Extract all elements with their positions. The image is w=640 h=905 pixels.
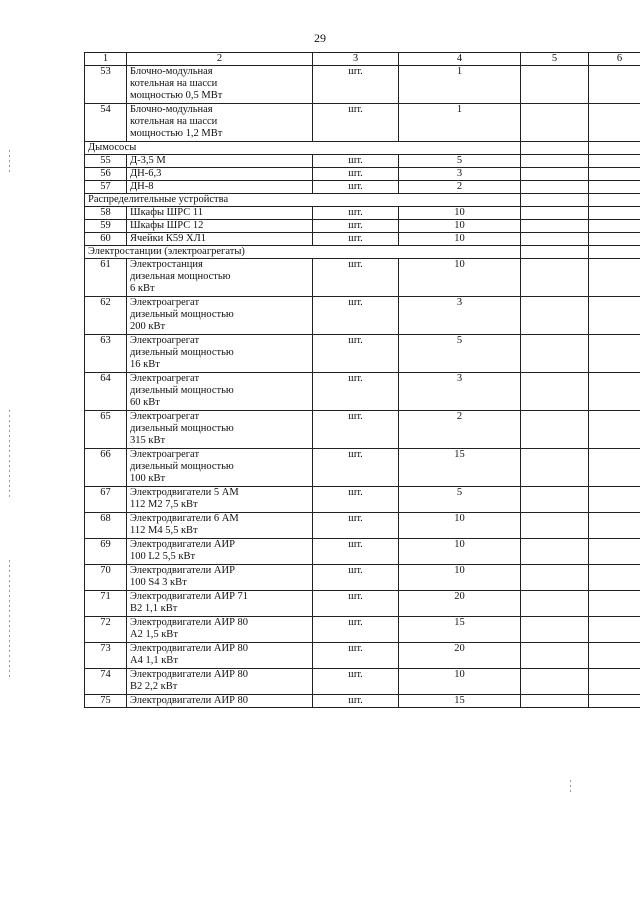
table-row (85, 411, 640, 449)
row-number: 57 (85, 181, 127, 194)
empty-cell-col-6 (589, 246, 640, 259)
section-row (85, 142, 640, 155)
item-unit: шт. (313, 259, 399, 297)
item-name: Электродвигатели АИР 71 В2 1,1 кВт (127, 591, 313, 617)
table-row (85, 220, 640, 233)
empty-cell-col-5 (521, 259, 589, 297)
row-number: 70 (85, 565, 127, 591)
empty-cell-col-6 (589, 233, 640, 246)
row-number: 65 (85, 411, 127, 449)
item-unit: шт. (313, 487, 399, 513)
empty-cell-col-6 (589, 220, 640, 233)
item-name: Д-3,5 М (127, 155, 313, 168)
empty-cell-col-6 (589, 565, 640, 591)
item-unit: шт. (313, 297, 399, 335)
item-name: ДН-8 (127, 181, 313, 194)
item-quantity: 20 (399, 643, 521, 669)
item-quantity: 10 (399, 669, 521, 695)
item-quantity: 10 (399, 233, 521, 246)
empty-cell-col-5 (521, 297, 589, 335)
item-quantity: 2 (399, 181, 521, 194)
section-title: Дымососы (85, 142, 521, 155)
item-unit: шт. (313, 373, 399, 411)
table-row (85, 513, 640, 539)
section-row (85, 246, 640, 259)
item-quantity: 5 (399, 335, 521, 373)
empty-cell-col-6 (589, 194, 640, 207)
item-name: Электродвигатели 6 АМ 112 М4 5,5 кВт (127, 513, 313, 539)
empty-cell-col-6 (589, 259, 640, 297)
item-name: Шкафы ШРС 11 (127, 207, 313, 220)
table-row (85, 449, 640, 487)
table-row (85, 155, 640, 168)
empty-cell-col-5 (521, 565, 589, 591)
item-quantity: 3 (399, 297, 521, 335)
item-unit: шт. (313, 643, 399, 669)
table-row (85, 643, 640, 669)
item-name: Электроагрегат дизельный мощностью 200 кВт (127, 297, 313, 335)
item-quantity: 1 (399, 66, 521, 104)
table-row (85, 487, 640, 513)
table-row (85, 617, 640, 643)
empty-cell-col-5 (521, 373, 589, 411)
item-quantity: 15 (399, 617, 521, 643)
row-number: 73 (85, 643, 127, 669)
empty-cell-col-6 (589, 168, 640, 181)
table-row (85, 591, 640, 617)
empty-cell-col-5 (521, 643, 589, 669)
empty-cell-col-5 (521, 487, 589, 513)
item-name: Ячейки К59 ХЛ1 (127, 233, 313, 246)
table-row (85, 297, 640, 335)
item-quantity: 10 (399, 220, 521, 233)
item-unit: шт. (313, 565, 399, 591)
section-title: Электростанции (электроагрегаты) (85, 246, 521, 259)
item-name: Электроагрегат дизельный мощностью 16 кВт (127, 335, 313, 373)
row-number: 60 (85, 233, 127, 246)
item-name: Блочно-модульная котельная на шасси мощностью 1,2 МВт (127, 104, 313, 142)
empty-cell-col-5 (521, 449, 589, 487)
item-unit: шт. (313, 207, 399, 220)
empty-cell-col-6 (589, 297, 640, 335)
row-number: 53 (85, 66, 127, 104)
table-header-row (85, 53, 640, 66)
table-row (85, 373, 640, 411)
item-quantity: 3 (399, 373, 521, 411)
item-name: Блочно-модульная котельная на шасси мощностью 0,5 МВт (127, 66, 313, 104)
item-quantity: 10 (399, 539, 521, 565)
item-unit: шт. (313, 669, 399, 695)
item-unit: шт. (313, 104, 399, 142)
section-row (85, 194, 640, 207)
empty-cell-col-6 (589, 411, 640, 449)
item-name: Электродвигатели АИР 100 S4 3 кВт (127, 565, 313, 591)
empty-cell-col-5 (521, 168, 589, 181)
item-unit: шт. (313, 155, 399, 168)
empty-cell-col-6 (589, 695, 640, 708)
item-name: Электроагрегат дизельный мощностью 100 кВт (127, 449, 313, 487)
item-unit: шт. (313, 591, 399, 617)
empty-cell-col-6 (589, 142, 640, 155)
item-name: Электродвигатели АИР 80 (127, 695, 313, 708)
empty-cell-col-6 (589, 335, 640, 373)
item-name: Электроагрегат дизельный мощностью 60 кВт (127, 373, 313, 411)
empty-cell-col-5 (521, 669, 589, 695)
header-col-4: 4 (399, 53, 521, 66)
table-row (85, 565, 640, 591)
table-row (85, 695, 640, 708)
item-quantity: 10 (399, 513, 521, 539)
row-number: 66 (85, 449, 127, 487)
item-name: Шкафы ШРС 12 (127, 220, 313, 233)
item-name: Электродвигатели АИР 100 L2 5,5 кВт (127, 539, 313, 565)
empty-cell-col-6 (589, 373, 640, 411)
row-number: 71 (85, 591, 127, 617)
item-name: Электродвигатели АИР 80 В2 2,2 кВт (127, 669, 313, 695)
empty-cell-col-5 (521, 194, 589, 207)
row-number: 74 (85, 669, 127, 695)
row-number: 67 (85, 487, 127, 513)
empty-cell-col-6 (589, 513, 640, 539)
item-quantity: 3 (399, 168, 521, 181)
empty-cell-col-6 (589, 539, 640, 565)
item-name: Электростанция дизельная мощностью 6 кВт (127, 259, 313, 297)
row-number: 61 (85, 259, 127, 297)
item-quantity: 10 (399, 259, 521, 297)
inventory-table-body (85, 53, 640, 708)
scan-mark (570, 780, 571, 792)
item-quantity: 1 (399, 104, 521, 142)
item-quantity: 20 (399, 591, 521, 617)
table-row (85, 259, 640, 297)
table-row (85, 207, 640, 220)
item-unit: шт. (313, 539, 399, 565)
empty-cell-col-6 (589, 669, 640, 695)
row-number: 56 (85, 168, 127, 181)
item-name: ДН-6,3 (127, 168, 313, 181)
header-col-3: 3 (313, 53, 399, 66)
scan-mark (9, 560, 10, 680)
item-unit: шт. (313, 233, 399, 246)
row-number: 68 (85, 513, 127, 539)
empty-cell-col-6 (589, 104, 640, 142)
item-name: Электроагрегат дизельный мощностью 315 кВт (127, 411, 313, 449)
item-quantity: 5 (399, 155, 521, 168)
empty-cell-col-5 (521, 539, 589, 565)
row-number: 63 (85, 335, 127, 373)
row-number: 58 (85, 207, 127, 220)
item-name: Электродвигатели АИР 80 А4 1,1 кВт (127, 643, 313, 669)
table-row (85, 335, 640, 373)
empty-cell-col-5 (521, 207, 589, 220)
empty-cell-col-5 (521, 513, 589, 539)
header-col-2: 2 (127, 53, 313, 66)
empty-cell-col-5 (521, 155, 589, 168)
row-number: 62 (85, 297, 127, 335)
empty-cell-col-6 (589, 643, 640, 669)
empty-cell-col-6 (589, 66, 640, 104)
empty-cell-col-6 (589, 617, 640, 643)
empty-cell-col-6 (589, 487, 640, 513)
row-number: 64 (85, 373, 127, 411)
section-title: Распределительные устройства (85, 194, 521, 207)
row-number: 75 (85, 695, 127, 708)
table-row (85, 669, 640, 695)
empty-cell-col-5 (521, 220, 589, 233)
empty-cell-col-6 (589, 449, 640, 487)
empty-cell-col-5 (521, 181, 589, 194)
item-unit: шт. (313, 411, 399, 449)
row-number: 69 (85, 539, 127, 565)
item-unit: шт. (313, 181, 399, 194)
table-row (85, 66, 640, 104)
empty-cell-col-6 (589, 181, 640, 194)
empty-cell-col-5 (521, 335, 589, 373)
empty-cell-col-6 (589, 591, 640, 617)
item-quantity: 15 (399, 449, 521, 487)
item-unit: шт. (313, 168, 399, 181)
table-row (85, 539, 640, 565)
header-col-5: 5 (521, 53, 589, 66)
item-name: Электродвигатели 5 АМ 112 М2 7,5 кВт (127, 487, 313, 513)
scan-mark (9, 410, 10, 500)
table-row (85, 181, 640, 194)
item-name: Электродвигатели АИР 80 А2 1,5 кВт (127, 617, 313, 643)
empty-cell-col-5 (521, 66, 589, 104)
row-number: 54 (85, 104, 127, 142)
item-unit: шт. (313, 66, 399, 104)
row-number: 59 (85, 220, 127, 233)
empty-cell-col-5 (521, 246, 589, 259)
empty-cell-col-5 (521, 142, 589, 155)
inventory-table (84, 52, 640, 708)
empty-cell-col-5 (521, 591, 589, 617)
row-number: 55 (85, 155, 127, 168)
empty-cell-col-5 (521, 411, 589, 449)
header-col-1: 1 (85, 53, 127, 66)
item-quantity: 10 (399, 207, 521, 220)
item-unit: шт. (313, 513, 399, 539)
page-number: 29 (314, 31, 326, 45)
empty-cell-col-5 (521, 233, 589, 246)
item-quantity: 2 (399, 411, 521, 449)
item-quantity: 10 (399, 565, 521, 591)
scan-mark (9, 150, 10, 172)
empty-cell-col-5 (521, 617, 589, 643)
header-col-6: 6 (589, 53, 640, 66)
item-quantity: 15 (399, 695, 521, 708)
item-quantity: 5 (399, 487, 521, 513)
item-unit: шт. (313, 220, 399, 233)
item-unit: шт. (313, 335, 399, 373)
table-row (85, 104, 640, 142)
empty-cell-col-5 (521, 104, 589, 142)
item-unit: шт. (313, 695, 399, 708)
table-row (85, 233, 640, 246)
empty-cell-col-6 (589, 155, 640, 168)
table-row (85, 168, 640, 181)
row-number: 72 (85, 617, 127, 643)
item-unit: шт. (313, 617, 399, 643)
empty-cell-col-5 (521, 695, 589, 708)
item-unit: шт. (313, 449, 399, 487)
empty-cell-col-6 (589, 207, 640, 220)
